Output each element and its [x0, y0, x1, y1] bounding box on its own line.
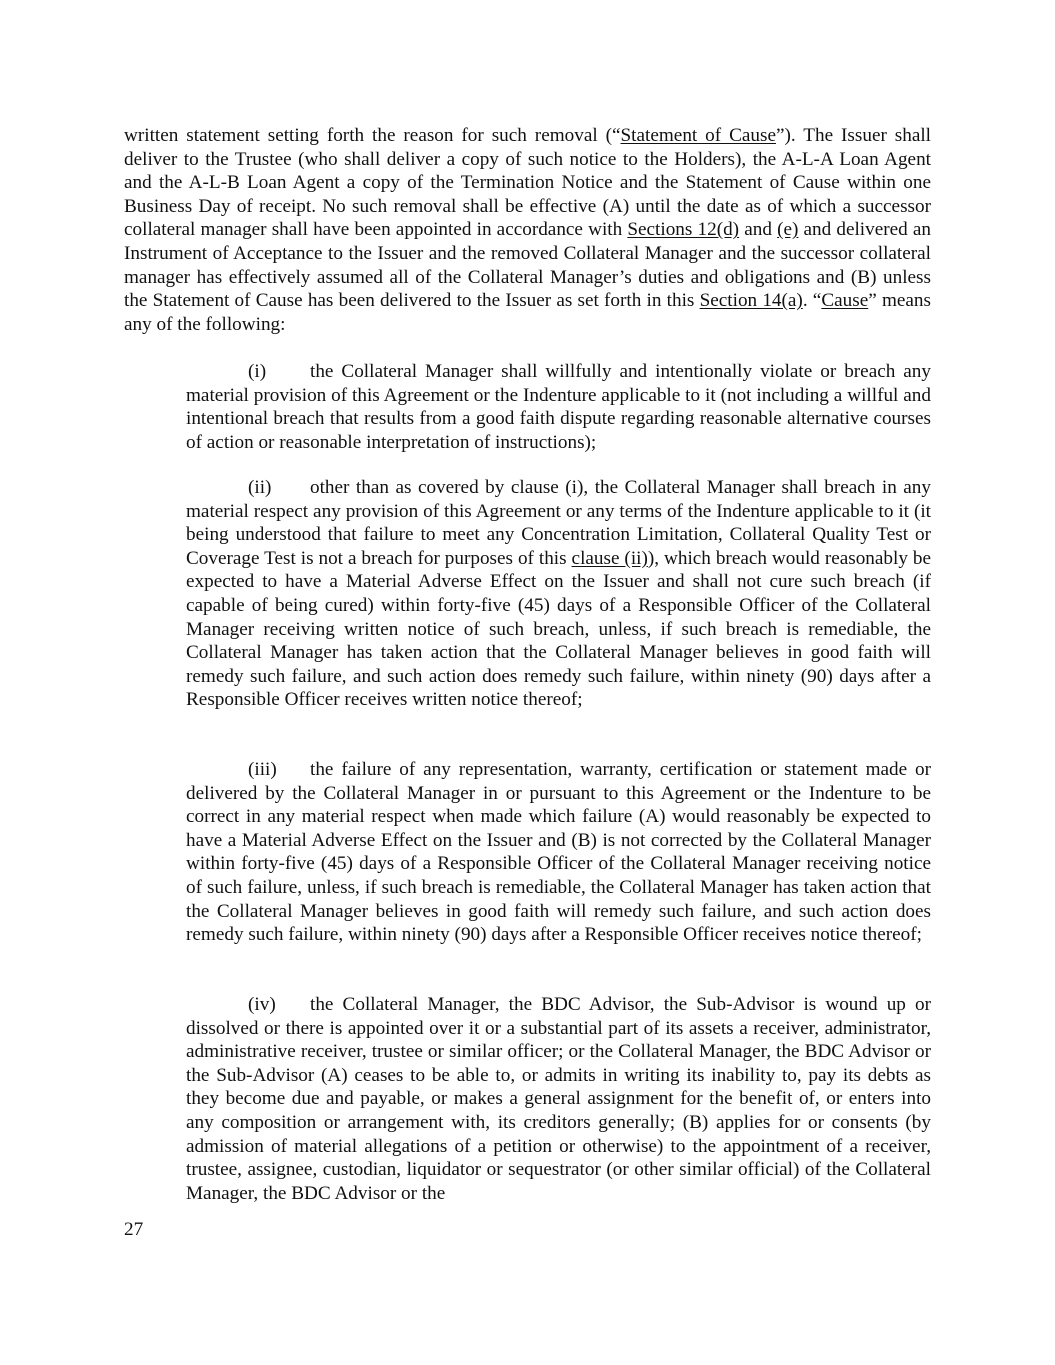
clause-number: (i) [248, 361, 267, 382]
clause-ii-reference: clause (ii) [571, 547, 648, 569]
section-e-reference: (e) [777, 219, 799, 241]
clause-text-before: other than as covered by clause (i), the Collateral Manager shall breach in any material respect any provision of this Agreement or any terms of the Indenture applicable to it (it being understood that failure to meet any Concentration Limitation, Collateral Quality Test or Coverage Test is not a breach for purposes of this [186, 477, 931, 569]
clause-text: the failure of any representation, warranty, certification or statement made or delivered by the Collateral Manager in or pursuant to this Agreement or the Indenture to be correct in any material respect when made which failure (A) would reasonably be expected to have a Material Adverse Effect on the Issuer and (B) is not corrected by the Collateral Manager within forty-five (45) days of a Responsible Officer of the Collateral Manager receiving notice of such failure, unless, if such breach is remediable, the Collateral Manager has taken action that the Collateral Manager believes in good faith will remedy such failure, and such action does remedy such failure, within ninety (90) days after a Responsible Officer receives notice thereof; [186, 759, 931, 946]
clause-text: the Collateral Manager, the BDC Advisor, the Sub-Advisor is wound up or dissolved or there is appointed over it or a substantial part of its assets a receiver, administrator, administrative receiver, trustee or similar officer; or the Collateral Manager, the BDC Advisor or the Sub-Advisor (A) ceases to be able to, or admits in writing its inability to, pay its debts as they become due and payable, or makes a general assignment for the benefit of, or enters into any composition or arrangement with, its creditors generally; (B) applies for or consents (by admission of material allegations of a petition or otherwise) to the appointment of a receiver, trustee, assignee, custodian, liquidator or sequestrator (or other similar official) of the Collateral Manager, the BDC Advisor or the [186, 994, 931, 1204]
clause-number: (ii) [248, 477, 272, 498]
lead-text-1: written statement setting forth the reason for such removal (“ [124, 125, 621, 146]
statement-of-cause-term: Statement of Cause [620, 125, 776, 146]
clause-number: (iv) [248, 994, 276, 1015]
clause-ii [186, 476, 931, 712]
clause-text: the Collateral Manager shall willfully and intentionally violate or breach any material provision of this Agreement or the Indenture applicable to it (not including a willful and intentional breach that results from a good faith dispute regarding reasonable alternative courses of action or reasonable interpretation of instructions); [186, 361, 931, 453]
clause-iv [186, 993, 931, 1205]
clause-text-after: ), which breach would reasonably be expected to have a Material Adverse Effect on the Issuer and shall not cure such breach (if capable of being cured) within forty-five (45) days of a Responsible Officer of the Collateral Manager receiving written notice of such breach, unless, if such breach is remediable, the Collateral Manager has taken action that the Collateral Manager believes in good faith will remedy such failure, and such action does remedy such failure, within ninety (90) days after a Responsible Officer receives written notice thereof; [186, 547, 931, 711]
sections-12d-reference: Sections 12(d) [627, 219, 740, 241]
section-14a-reference: Section 14(a) [699, 290, 803, 312]
clause-i [186, 360, 931, 454]
lead-text-5: . “ [802, 290, 822, 312]
page-number: 27 [124, 1219, 144, 1240]
cause-term: Cause [821, 290, 869, 312]
clause-number: (iii) [248, 759, 277, 780]
clause-iii [186, 758, 931, 947]
lead-text-2: ”). The Issuer shall deliver to the Trustee (who shall deliver a copy of such notice to the Holders), the A-L-A Loan Agent and the A-L-B Loan Agent a copy of the Termination Notice and the Statement of Cause within one Business Day of receipt. No such removal shall be effective (A) until the date as of which a successor collateral manager shall have been appointed in accordance with [124, 125, 932, 241]
lead-paragraph [124, 124, 931, 336]
lead-text-3: and [739, 219, 778, 241]
lead-text-6: ” means any of the following: [124, 290, 931, 335]
lead-text-4: and delivered an Instrument of Acceptance to the Issuer and the removed Collateral Manager and the successor collateral manager has effectively assumed all of the Collateral Manager’s duties and obligations and (B) unless the Statement of Cause has been delivered to the Issuer as set forth in this [124, 219, 931, 312]
